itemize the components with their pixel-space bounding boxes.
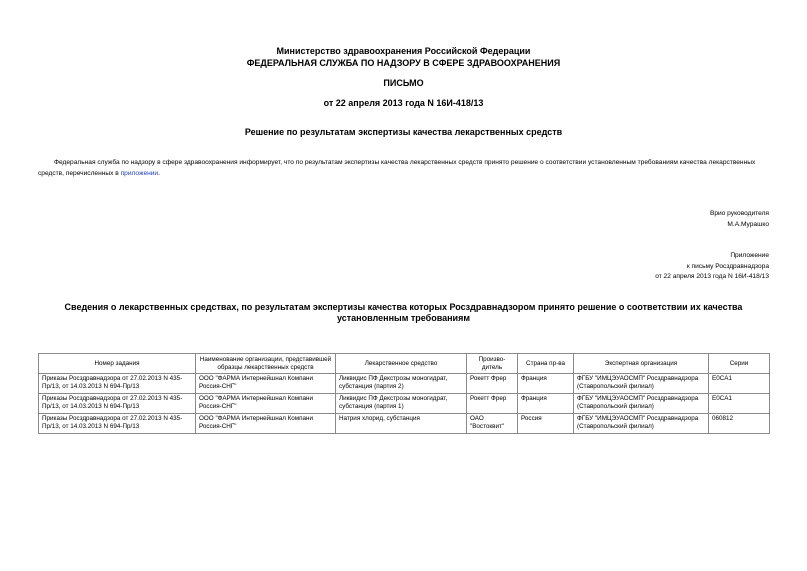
cell-organization: ООО "ФАРМА Интернейшнал Компани Россия-СНГ" [196,374,336,394]
col-header-organization: Наименование организации, представившей образцы лекарственных средств [196,354,336,374]
col-header-medicine: Лекарственное средство [336,354,467,374]
service-name: ФЕДЕРАЛЬНАЯ СЛУЖБА ПО НАДЗОРУ В СФЕРЕ ЗДРАВООХРАНЕНИЯ [246,58,561,68]
signature-name: М.А.Мурашко [727,220,769,228]
ministry-name: Министерство здравоохранения Российской Федерации [276,46,531,56]
appendix-block [655,251,769,283]
cell-country: Россия [518,414,574,434]
cell-medicine: Ликвидис ПФ Декстрозы моногидрат, субстанция (партия 2) [336,374,467,394]
cell-medicine: Ликвидис ПФ Декстрозы моногидрат, субстанция (партия 1) [336,394,467,414]
cell-manufacturer: Рокетт Фрер [467,374,518,394]
signature-position: Врио руководителя [709,210,769,217]
appendix-to-letter: к письму Росздравнадзора [686,262,769,270]
body-text: Федеральная служба по надзору в сфере здравоохранения информирует, что по результатам экспертизы качества лекарственных средств принято решение о соответствии установленным требованиям качества лекарственных средств, перечисленных в [38,159,756,177]
cell-medicine: Натрия хлорид, субстанция [336,414,467,434]
cell-country: Франция [518,394,574,414]
cell-organization: ООО "ФАРМА Интернейшнал Компани Россия-СНГ" [196,414,336,434]
cell-country: Франция [518,374,574,394]
cell-task-number: Приказы Росздравнадзора от 27.02.2013 N 435-Пр/13, от 14.03.2013 N 694-Пр/13 [39,374,196,394]
cell-task-number: Приказы Росздравнадзора от 27.02.2013 N 435-Пр/13, от 14.03.2013 N 694-Пр/13 [39,394,196,414]
appendix-link[interactable]: приложении [120,170,159,177]
body-paragraph [38,157,769,179]
cell-expert-organization: ФГБУ "ИМЦЭУАОСМП" Росздравнадзора (Ставропольский филиал) [574,374,709,394]
col-header-country: Страна пр-ва [518,354,574,374]
cell-series: 060812 [709,414,770,434]
medicines-table [38,353,770,434]
table-row [39,394,770,414]
table-title: Сведения о лекарственных средствах, по результатам экспертизы качества которых Росздравнадзором принято решение о соответствии их качества установленным требованиям [64,302,743,323]
col-header-manufacturer: Произво-дитель [467,354,518,374]
col-header-series: Серии [709,354,770,374]
table-row [39,414,770,434]
cell-task-number: Приказы Росздравнадзора от 27.02.2013 N 435-Пр/13, от 14.03.2013 N 694-Пр/13 [39,414,196,434]
cell-manufacturer: Рокетт Фрер [467,394,518,414]
col-header-task-number: Номер задания [39,354,196,374]
document-subject: Решение по результатам экспертизы качества лекарственных средств [244,127,563,137]
cell-organization: ООО "ФАРМА Интернейшнал Компани Россия-СНГ" [196,394,336,414]
table-header-row [39,354,770,374]
body-end: . [158,170,160,177]
table-row [39,374,770,394]
appendix-label: Приложение [730,252,769,259]
document-date-number: от 22 апреля 2013 года N 16И-418/13 [323,98,484,108]
cell-expert-organization: ФГБУ "ИМЦЭУАОСМП" Росздравнадзора (Ставропольский филиал) [574,394,709,414]
cell-series: E0CA1 [709,374,770,394]
cell-series: E0CA1 [709,394,770,414]
cell-manufacturer: ОАО "Востоквит" [467,414,518,434]
signature-block [710,209,769,230]
cell-expert-organization: ФГБУ "ИМЦЭУАОСМП" Росздравнадзора (Ставропольский филиал) [574,414,709,434]
appendix-date-number: от 22 апреля 2013 года N 16И-418/13 [655,273,769,280]
document-type: ПИСЬМО [383,78,424,88]
col-header-expert-organization: Экспертная организация [574,354,709,374]
